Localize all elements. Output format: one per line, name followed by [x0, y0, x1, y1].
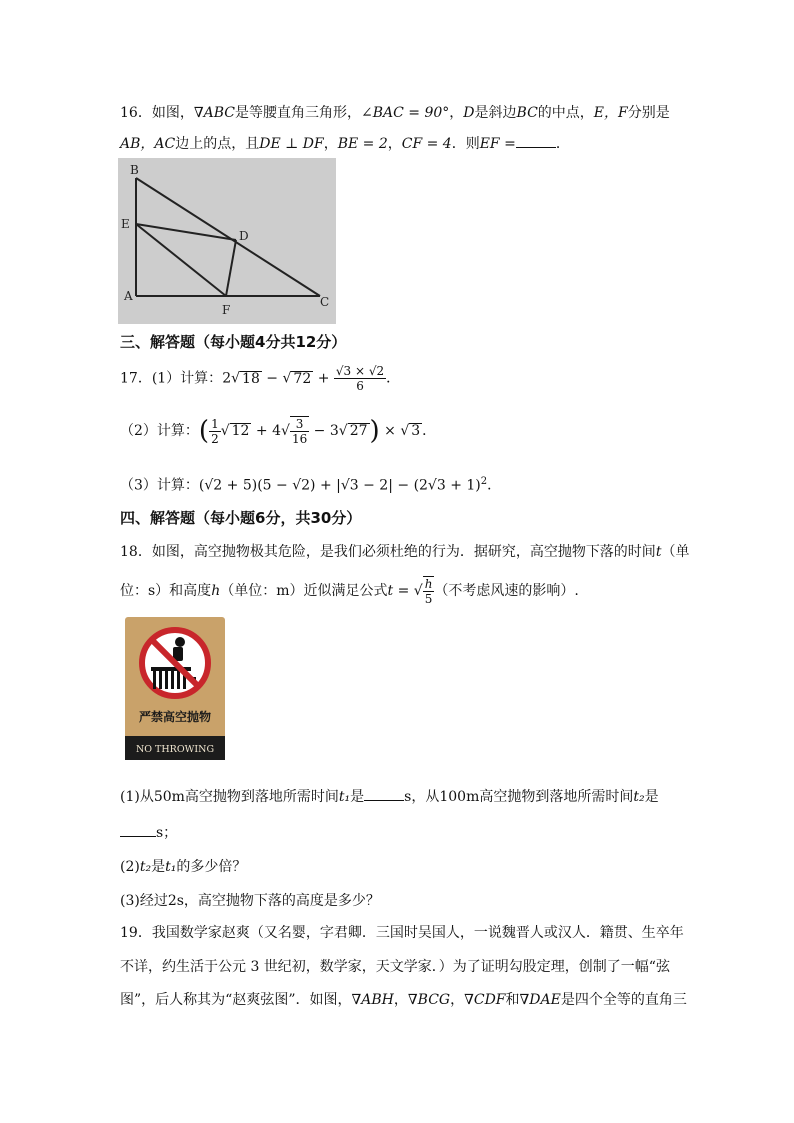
answer-blank-t2	[120, 822, 156, 837]
q19-line2: 不详，约生活于公元 3 世纪初，数学家，天文学家．）为了证明勾股定理，创制了一幅“弦	[120, 959, 670, 975]
q19-line3: 图”，后人称其为“赵爽弦图”．如图，∇ABH，∇BCG，∇CDF和∇DAE是四个全等的直角三	[120, 992, 687, 1008]
section-heading-3: 三、解答题（每小题4分共12分）	[120, 333, 347, 351]
fraction-half: $\frac{1}{2}$	[211, 416, 219, 446]
q17-part1: 17．(1）计算：2√ 18 − √ 72 + $\frac{√3 \times √2}{6}$ ．	[120, 364, 401, 393]
label-d: D	[239, 229, 249, 243]
sign-chinese-text: 严禁高空抛物	[138, 710, 212, 724]
section-heading-4: 四、解答题（每小题6分，共30分）	[120, 509, 362, 527]
answer-blank-ef	[516, 133, 556, 148]
q18-sub1-cont: s；	[120, 822, 177, 843]
fraction-sqrt: $\frac{3}{16}$	[291, 417, 308, 446]
label-c: C	[320, 295, 330, 309]
q17-part3: （3）计算：$(√2 + 5)(5 - √2) + |√3 - 2| - (2√3 + 1)^2$．	[120, 476, 502, 494]
no-throwing-sign	[125, 617, 225, 760]
q16-line1: 16．如图，∇ABC是等腰直角三角形，∠BAC = 90°，D是斜边BC的中点，E，F分别是	[120, 105, 670, 121]
label-b: B	[130, 163, 139, 177]
q18-line1: 18．如图，高空抛物极其危险，是我们必须杜绝的行为．据研究，高空抛物下落的时间t（单	[120, 544, 690, 560]
q18-line2: 位：s）和高度h（单位：m）近似满足公式t = √ $\frac{h}{5}$ （不考虑风速的影响）.	[120, 577, 579, 606]
q18-sub3: (3)经过2s，高空抛物下落的高度是多少？	[120, 893, 380, 909]
label-f: F	[222, 303, 231, 317]
q17-part2: （2）计算：( $\frac{1}{2}$ √ 12 + 4√ $\frac{3}{16}$ − 3√ 27) × √ 3 ．	[120, 416, 437, 446]
q19-line1: 19．我国数学家赵爽（又名婴，字君卿．三国时吴国人，一说魏晋人或汉人．籍贯、生卒年	[120, 925, 684, 941]
label-a: A	[124, 289, 133, 303]
label-e: E	[121, 217, 130, 231]
no-throwing-sign-graphic	[125, 617, 225, 760]
answer-blank-t1	[364, 786, 404, 801]
sign-english-text: NO THROWING	[135, 744, 215, 755]
geometry-figure	[118, 158, 336, 324]
q18-sub2: (2)t₂是t₁的多少倍？	[120, 859, 247, 875]
q16-line2: AB，AC边上的点，且DE ⊥ DF，BE = 2，CF = 4．则EF = ．	[120, 133, 570, 154]
q18-sub1: (1)从50m高空抛物到落地所需时间t₁是 s，从100m高空抛物到落地所需时间t₂是	[120, 786, 659, 807]
triangle-diagram	[118, 158, 336, 324]
figure-background	[118, 158, 336, 324]
fraction: $\frac{√3 \times √2}{6}$	[335, 364, 385, 393]
formula-fraction: $\frac{h}{5}$	[424, 577, 433, 606]
